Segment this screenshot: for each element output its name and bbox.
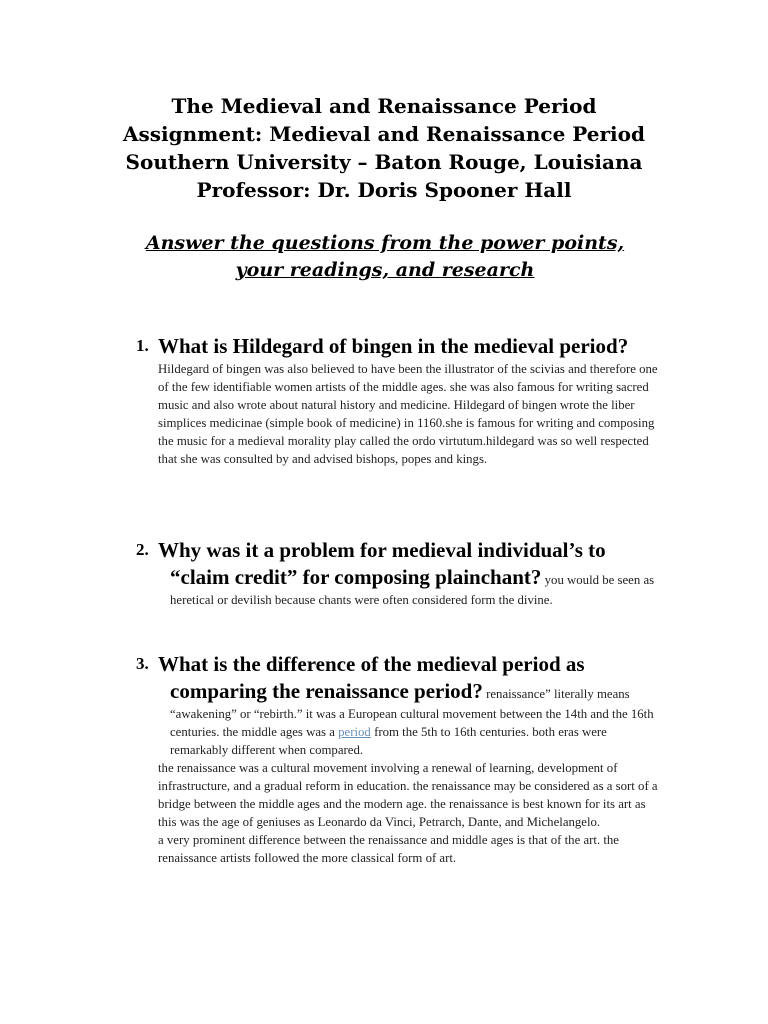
question-answer-paragraph-3: a very prominent difference between the renaissance and middle ages is that of the art. the renaissance artists followed the more classical form of art. xyxy=(158,833,619,865)
document-header xyxy=(0,92,768,204)
question-number: 3. xyxy=(136,654,149,673)
question-3 xyxy=(136,651,666,867)
instruction-heading: Answer the questions from the power points, your readings, and research xyxy=(145,232,625,281)
question-title: What is Hildegard of bingen in the medieval period? xyxy=(158,334,629,358)
question-number: 1. xyxy=(136,336,149,355)
question-number: 2. xyxy=(136,540,149,559)
question-1 xyxy=(136,333,666,468)
question-answer: you would be seen as heretical or devilish because chants were often considered form the divine. xyxy=(170,573,655,607)
question-title: Why was it a problem for medieval individual’s to “claim credit” for composing plainchant? xyxy=(158,538,606,589)
header-assignment: Assignment: Medieval and Renaissance Period xyxy=(123,122,645,146)
question-answer-paragraph-2: the renaissance was a cultural movement involving a renewal of learning, development of infrastructure, and a gradual reform in education. the renaissance may be considered as a sort of a bridge between the middle ages and the modern age. the renaissance is best known for its art as this was the age of geniuses as Leonardo da Vinci, Petrarch, Dante, and Michelangelo. xyxy=(158,761,658,829)
header-professor: Professor: Dr. Doris Spooner Hall xyxy=(196,178,572,202)
question-answer-part1: renaissance” literally means “awakening” or “rebirth.” it was a European cultural movement between the 14th and the 16th centuries. the middle ages was a xyxy=(170,687,654,739)
period-link[interactable]: period xyxy=(338,725,371,739)
question-title: What is the difference of the medieval period as comparing the renaissance period? xyxy=(158,652,585,703)
header-title: The Medieval and Renaissance Period xyxy=(171,94,597,118)
header-university: Southern University – Baton Rouge, Louisiana xyxy=(125,150,643,174)
question-answer-part2: from the 5th to 16th centuries. both eras were remarkably different when compared. xyxy=(170,725,607,757)
question-answer: Hildegard of bingen was also believed to have been the illustrator of the scivias and therefore one of the few identifiable women artists of the middle ages. she was also famous for writing sacred music and also wrote about natural history and medicine. Hildegard of bingen wrote the liber simplices medicinae (simple book of medicine) in 1160.she is famous for writing and composing the music for a medieval morality play called the ordo virtutum.hildegard was so well respected that she was consulted by and advised bishops, popes and kings. xyxy=(158,362,658,466)
question-2 xyxy=(136,537,666,609)
